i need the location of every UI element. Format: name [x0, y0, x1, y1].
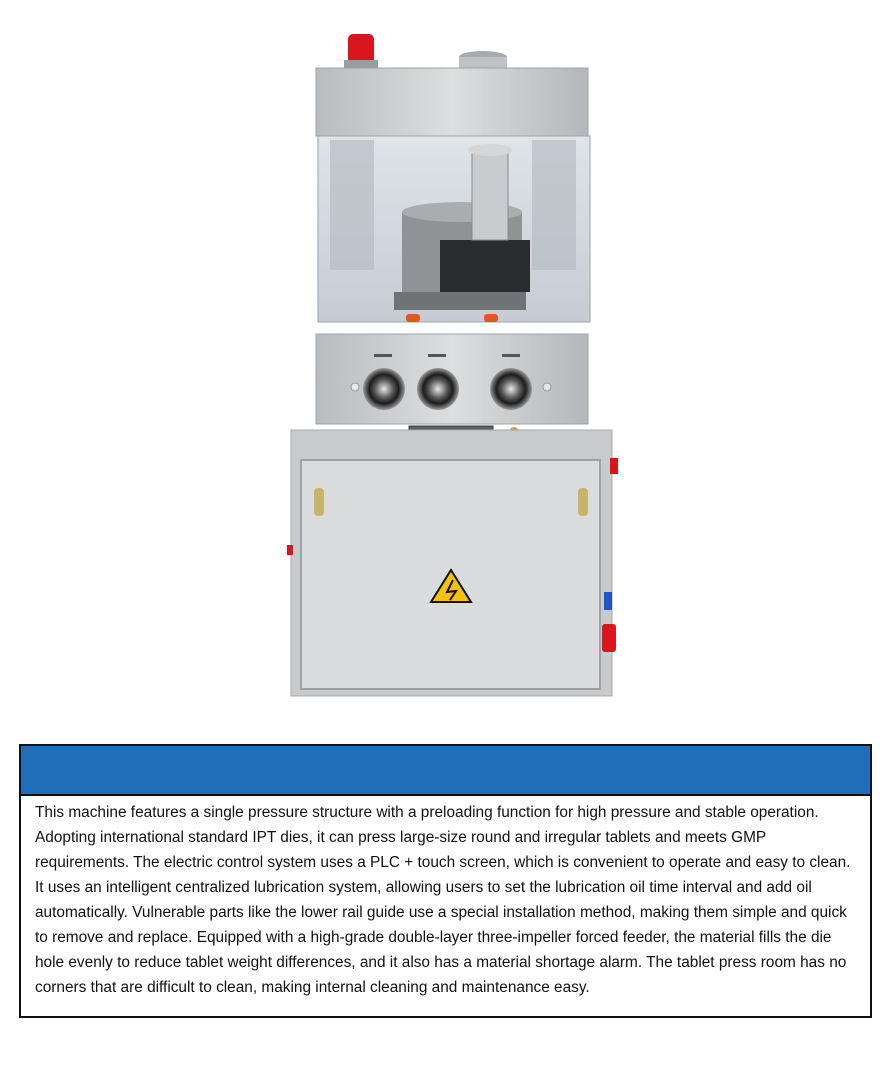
hopper-inlet: [459, 51, 507, 69]
compression-chamber: [318, 136, 590, 322]
lower-cabinet: [287, 430, 618, 696]
control-panel: [316, 334, 588, 424]
description-panel: [19, 744, 872, 1018]
alarm-beacon-icon: [344, 34, 378, 68]
description-header-band: [21, 746, 870, 796]
top-housing: [316, 68, 588, 136]
machine-description: This machine features a single pressure structure with a preloading function for high pressure and stable operation. Adopting international standard IPT dies, it can press large-size round and irregular tablets and meets GMP requirements. The electric control system uses a PLC + touch screen, which is convenient to operate and easy to clean. It uses an intelligent centralized lubrication system, allowing users to set the lubrication oil time interval and add oil automatically. Vulnerable parts like the lower rail guide use a special installation method, making them simple and quick to remove and replace. Equipped with a high-grade double-layer three-impeller forced feeder, the material fills the die hole evenly to reduce tablet weight differences, and it also has a material shortage alarm. The tablet press room has no corners that are difficult to clean, making internal cleaning and maintenance easy.: [35, 804, 851, 996]
